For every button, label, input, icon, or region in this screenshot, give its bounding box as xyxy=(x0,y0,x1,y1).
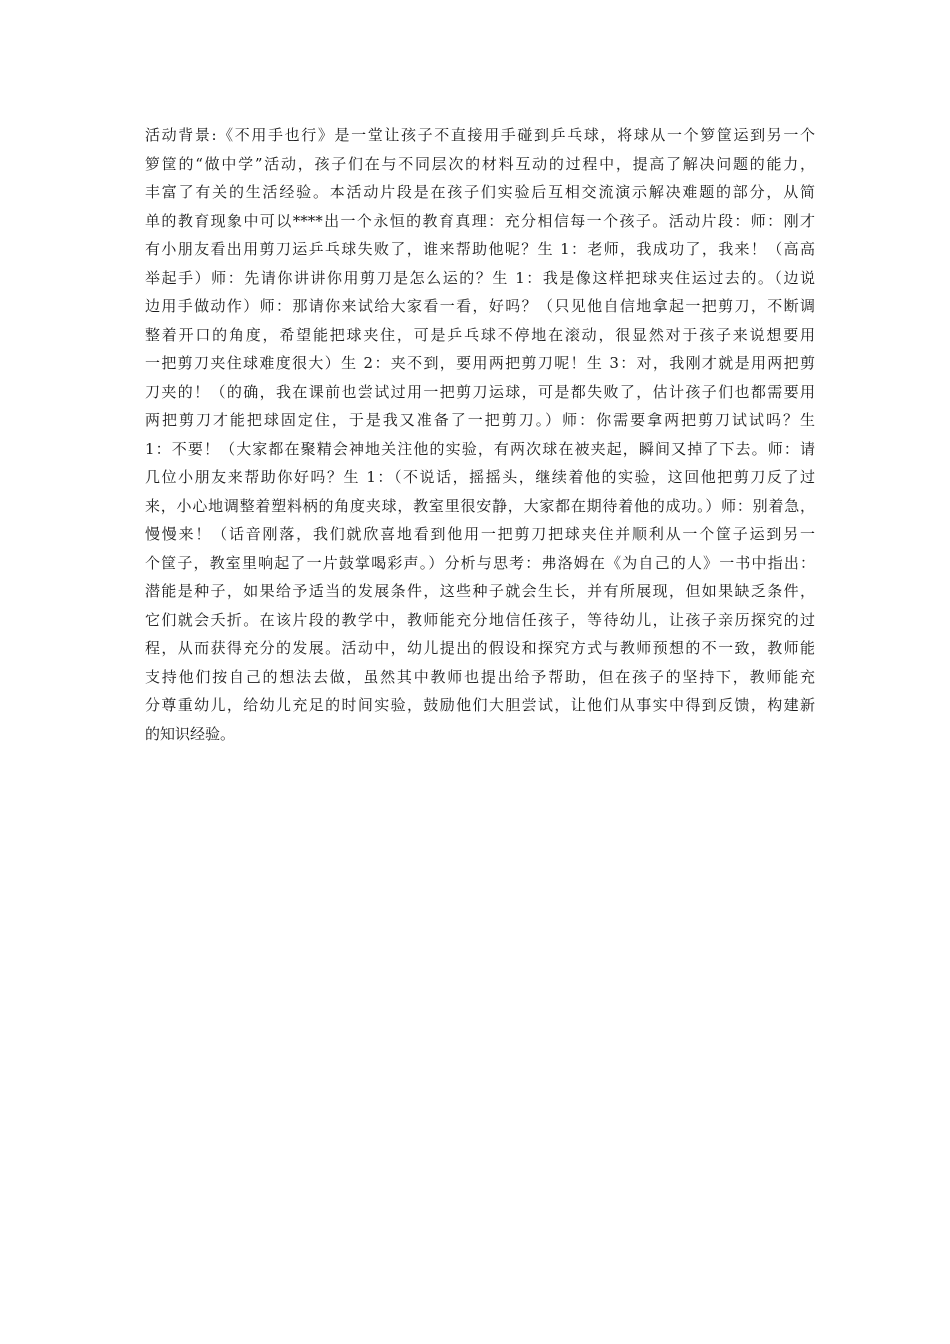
text-line: 的知识经验。 xyxy=(145,724,236,743)
text-line: 有小朋友看出用剪刀运乒乓球失败了，谁来帮助他呢？生 1：老师，我成功了，我来！（高高 xyxy=(145,240,815,258)
text-line: 整着开口的角度，希望能把球夹住，可是乒乓球不停地在滚动，很显然对于孩子来说想要用 xyxy=(145,325,815,344)
text-line: 单的教育现象中可以****出一个永恒的教育真理：充分相信每一个孩子。活动片段：师：刚才 xyxy=(145,211,815,230)
body-paragraph xyxy=(145,121,815,748)
text-line: 丰富了有关的生活经验。本活动片段是在孩子们实验后互相交流演示解决难题的部分，从简 xyxy=(145,183,815,201)
text-line: 程，从而获得充分的发展。活动中，幼儿提出的假设和探究方式与教师预想的不一致，教师能 xyxy=(145,639,815,657)
text-line: 刀夹的！（的确，我在课前也尝试过用一把剪刀运球，可是都失败了，估计孩子们也都需要用 xyxy=(145,382,815,401)
text-line: 个筐子，教室里响起了一片鼓掌喝彩声。）分析与思考：弗洛姆在《为自己的人》一书中指出： xyxy=(145,553,815,572)
text-line: 支持他们按自己的想法去做，虽然其中教师也提出给予帮助，但在孩子的坚持下，教师能充 xyxy=(145,667,815,686)
text-line: 边用手做动作）师：那请你来试给大家看一看，好吗？（只见他自信地拿起一把剪刀，不断调 xyxy=(145,297,815,315)
text-line: 一把剪刀夹住球难度很大）生 2：夹不到，要用两把剪刀呢！生 3：对，我刚才就是用两把剪 xyxy=(145,354,815,372)
text-line: 几位小朋友来帮助你好吗？生 1：（不说话，摇摇头，继续着他的实验，这回他把剪刀反了过 xyxy=(145,468,815,486)
text-line: 1：不要！（大家都在聚精会神地关注他的实验，有两次球在被夹起，瞬间又掉了下去。师：请 xyxy=(145,439,815,458)
text-line: 举起手）师：先请你讲讲你用剪刀是怎么运的？生 1：我是像这样把球夹住运过去的。（边说 xyxy=(145,268,815,287)
text-line: 它们就会夭折。在该片段的教学中，教师能充分地信任孩子，等待幼儿，让孩子亲历探究的过 xyxy=(145,610,815,629)
text-line: 分尊重幼儿，给幼儿充足的时间实验，鼓励他们大胆尝试，让他们从事实中得到反馈，构建新 xyxy=(145,696,815,714)
text-line: 两把剪刀才能把球固定住，于是我又准备了一把剪刀。）师：你需要拿两把剪刀试试吗？生 xyxy=(145,411,815,429)
text-line: 箩筐的“做中学”活动，孩子们在与不同层次的材料互动的过程中，提高了解决问题的能力， xyxy=(145,154,815,173)
text-line: 活动背景:《不用手也行》是一堂让孩子不直接用手碰到乒乓球，将球从一个箩筐运到另一个 xyxy=(145,126,815,144)
text-line: 潜能是种子，如果给予适当的发展条件，这些种子就会生长，并有所展现，但如果缺乏条件， xyxy=(145,582,815,600)
text-line: 来，小心地调整着塑料柄的角度夹球，教室里很安静，大家都在期待着他的成功。）师：别着急， xyxy=(145,496,815,515)
text-line: 慢慢来！（话音刚落，我们就欣喜地看到他用一把剪刀把球夹住并顺利从一个筐子运到另一 xyxy=(145,525,815,543)
